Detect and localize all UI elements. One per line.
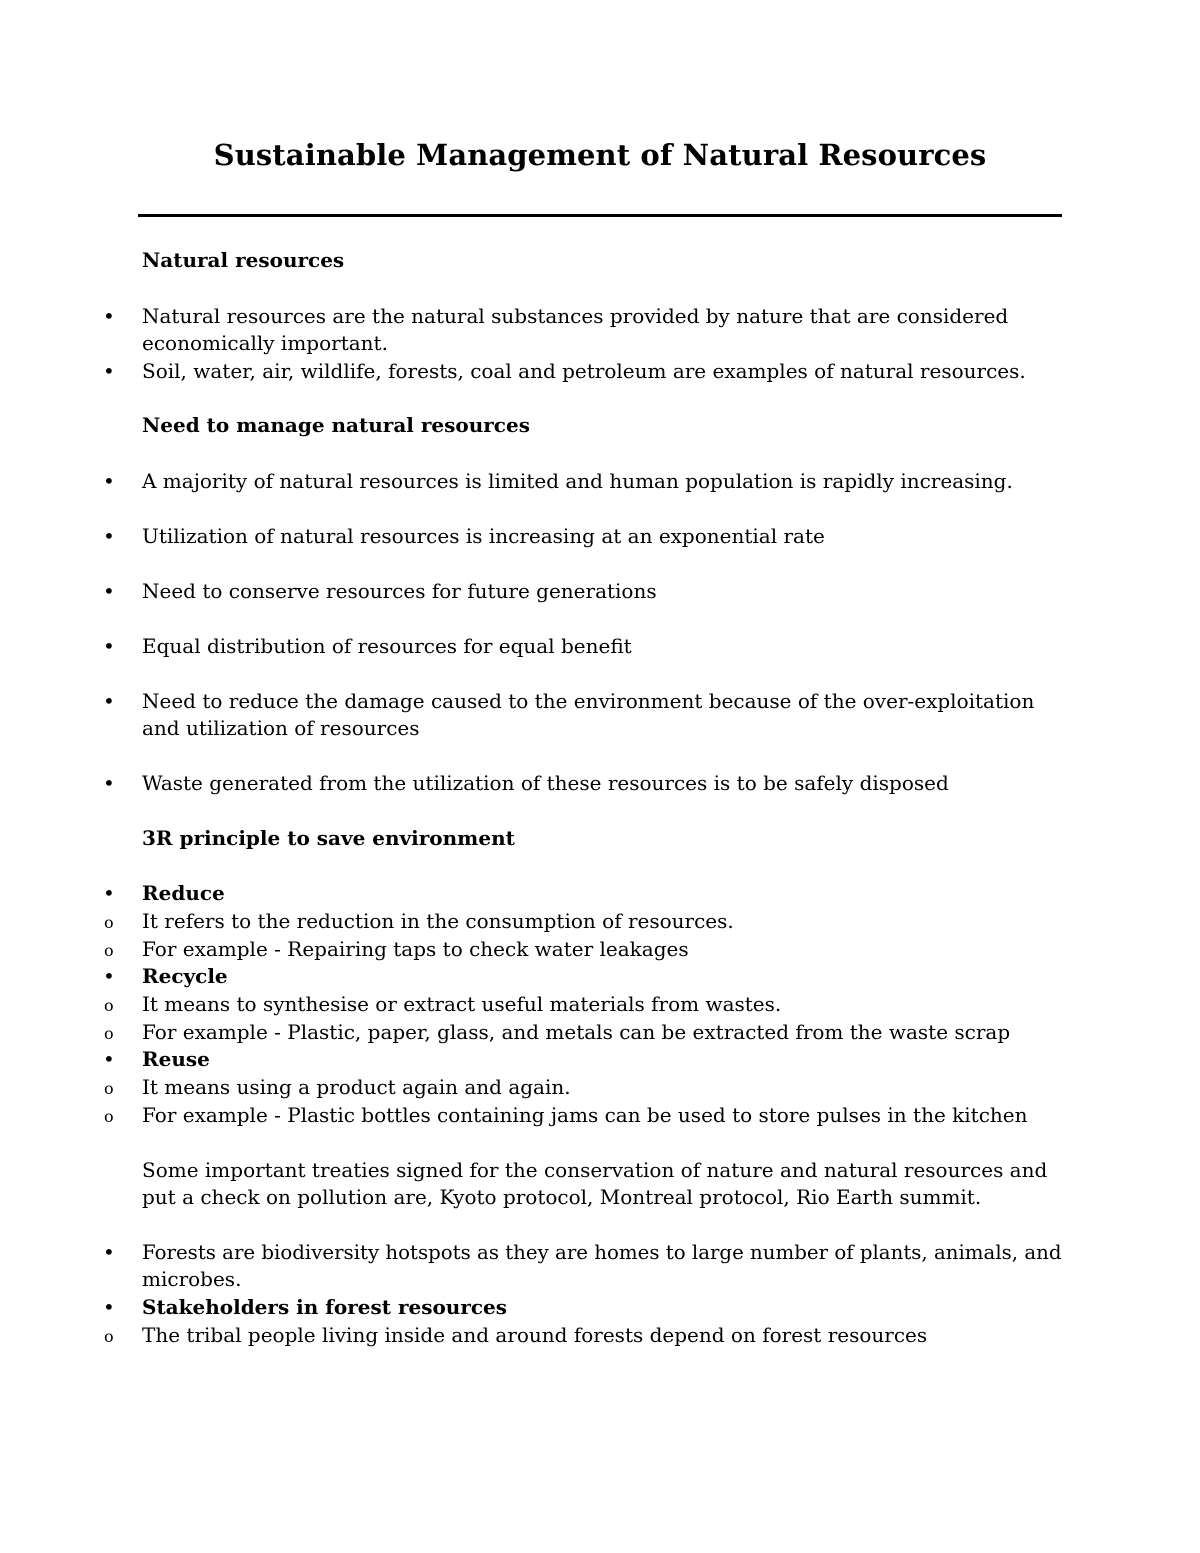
- list-item-stakeholders: Stakeholders in forest resources: [142, 1295, 508, 1319]
- bullet-icon: •: [103, 634, 115, 658]
- bullet-icon: •: [103, 579, 115, 603]
- section-heading-natural-resources: Natural resources: [142, 248, 345, 272]
- list-item-recycle: Recycle: [142, 964, 228, 988]
- sub-bullet-icon: o: [104, 913, 114, 932]
- list-item: Forests are biodiversity hotspots as they are homes to large number of plants, animals, and: [142, 1240, 1062, 1264]
- paragraph-treaties-continuation: put a check on pollution are, Kyoto protocol, Montreal protocol, Rio Earth summit.: [142, 1185, 982, 1209]
- sub-list-item: It means to synthesise or extract useful materials from wastes.: [142, 992, 782, 1016]
- list-item-continuation: and utilization of resources: [142, 716, 420, 740]
- sub-list-item: The tribal people living inside and around forests depend on forest resources: [142, 1323, 928, 1347]
- list-item: Natural resources are the natural substances provided by nature that are considered: [142, 304, 1009, 328]
- sub-bullet-icon: o: [104, 1079, 114, 1098]
- list-item: Soil, water, air, wildlife, forests, coal and petroleum are examples of natural resources.: [142, 359, 1026, 383]
- list-item: Need to reduce the damage caused to the environment because of the over-exploitation: [142, 689, 1035, 713]
- list-item: A majority of natural resources is limited and human population is rapidly increasing.: [142, 469, 1013, 493]
- list-item-reduce: Reduce: [142, 881, 225, 905]
- bullet-icon: •: [103, 689, 115, 713]
- bullet-icon: •: [103, 881, 115, 905]
- sub-list-item: It refers to the reduction in the consumption of resources.: [142, 909, 734, 933]
- bullet-icon: •: [103, 304, 115, 328]
- list-item-continuation: microbes.: [142, 1267, 242, 1291]
- paragraph-treaties: Some important treaties signed for the conservation of nature and natural resources and: [142, 1158, 1048, 1182]
- title-divider: [138, 214, 1062, 217]
- list-item-reuse: Reuse: [142, 1047, 210, 1071]
- sub-bullet-icon: o: [104, 941, 114, 960]
- list-item: Equal distribution of resources for equal benefit: [142, 634, 632, 658]
- sub-bullet-icon: o: [104, 996, 114, 1015]
- sub-list-item: For example - Plastic bottles containing jams can be used to store pulses in the kitchen: [142, 1103, 1028, 1127]
- sub-list-item: For example - Plastic, paper, glass, and metals can be extracted from the waste scrap: [142, 1020, 1011, 1044]
- list-item: Utilization of natural resources is increasing at an exponential rate: [142, 524, 825, 548]
- bullet-icon: •: [103, 469, 115, 493]
- bullet-icon: •: [103, 524, 115, 548]
- bullet-icon: •: [103, 1295, 115, 1319]
- bullet-icon: •: [103, 964, 115, 988]
- section-heading-3r-principle: 3R principle to save environment: [142, 826, 515, 850]
- sub-bullet-icon: o: [104, 1327, 114, 1346]
- bullet-icon: •: [103, 771, 115, 795]
- sub-bullet-icon: o: [104, 1024, 114, 1043]
- document-title: Sustainable Management of Natural Resources: [213, 138, 987, 172]
- sub-bullet-icon: o: [104, 1107, 114, 1126]
- bullet-icon: •: [103, 1047, 115, 1071]
- list-item-continuation: economically important.: [142, 331, 388, 355]
- sub-list-item: It means using a product again and again.: [142, 1075, 571, 1099]
- section-heading-need-to-manage: Need to manage natural resources: [142, 413, 530, 437]
- bullet-icon: •: [103, 359, 115, 383]
- sub-list-item: For example - Repairing taps to check water leakages: [142, 937, 689, 961]
- bullet-icon: •: [103, 1240, 115, 1264]
- list-item: Waste generated from the utilization of these resources is to be safely disposed: [142, 771, 949, 795]
- list-item: Need to conserve resources for future generations: [142, 579, 657, 603]
